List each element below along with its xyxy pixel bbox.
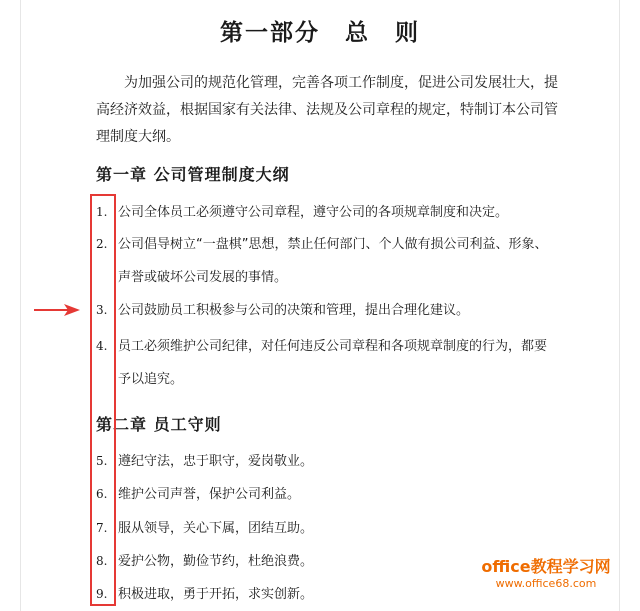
list-number: 5. [96, 454, 108, 468]
list-text: 遵纪守法，忠于职守，爱岗敬业。 [118, 454, 314, 469]
list-item [96, 228, 566, 294]
chapter-1-heading: 第一章 公司管理制度大纲 [96, 165, 290, 184]
list-text: 员工必须维护公司纪律，对任何违反公司章程和各项规章制度的行为，都要 [118, 339, 548, 354]
list-text: 维护公司声誉，保护公司利益。 [118, 487, 301, 502]
list-item [96, 445, 566, 478]
list-item [96, 196, 566, 229]
list-number: 4. [96, 339, 108, 353]
list-item [96, 512, 566, 545]
page-title: 第一部分 总 则 [220, 20, 420, 46]
watermark [466, 557, 626, 591]
list-text-continued: 予以追究。 [118, 372, 184, 387]
watermark-title: office教程学习网 [481, 557, 611, 576]
list-item [96, 330, 566, 396]
list-text: 服从领导，关心下属，团结互助。 [118, 521, 314, 536]
highlight-box [90, 194, 116, 606]
arrow-right-icon [34, 303, 80, 317]
list-text: 公司鼓励员工积极参与公司的决策和管理，提出合理化建议。 [118, 303, 470, 318]
list-number: 7. [96, 521, 108, 535]
list-text: 公司全体员工必须遵守公司章程，遵守公司的各项规章制度和决定。 [118, 205, 509, 220]
list-item [96, 294, 566, 327]
list-number: 3. [96, 303, 108, 317]
list-number: 8. [96, 554, 108, 568]
list-number: 6. [96, 487, 108, 501]
list-item [96, 478, 566, 511]
list-text: 公司倡导树立“一盘棋”思想，禁止任何部门、个人做有损公司利益、形象、 [118, 237, 548, 252]
list-text-continued: 声誉或破坏公司发展的事情。 [118, 270, 288, 285]
watermark-url: www.office68.com [495, 577, 597, 590]
list-text: 积极进取，勇于开拓，求实创新。 [118, 587, 314, 602]
intro-paragraph: 为加强公司的规范化管理，完善各项工作制度，促进公司发展壮大，提高经济效益，根据国家有关法律、法规及公司章程的规定，特制订本公司管理制度大纲。 [96, 75, 558, 145]
list-text: 爱护公物，勤俭节约，杜绝浪费。 [118, 554, 314, 569]
chapter-2-heading: 第二章 员工守则 [96, 415, 222, 434]
list-number: 2. [96, 237, 108, 251]
list-number: 1. [96, 205, 108, 219]
list-number: 9. [96, 587, 108, 601]
